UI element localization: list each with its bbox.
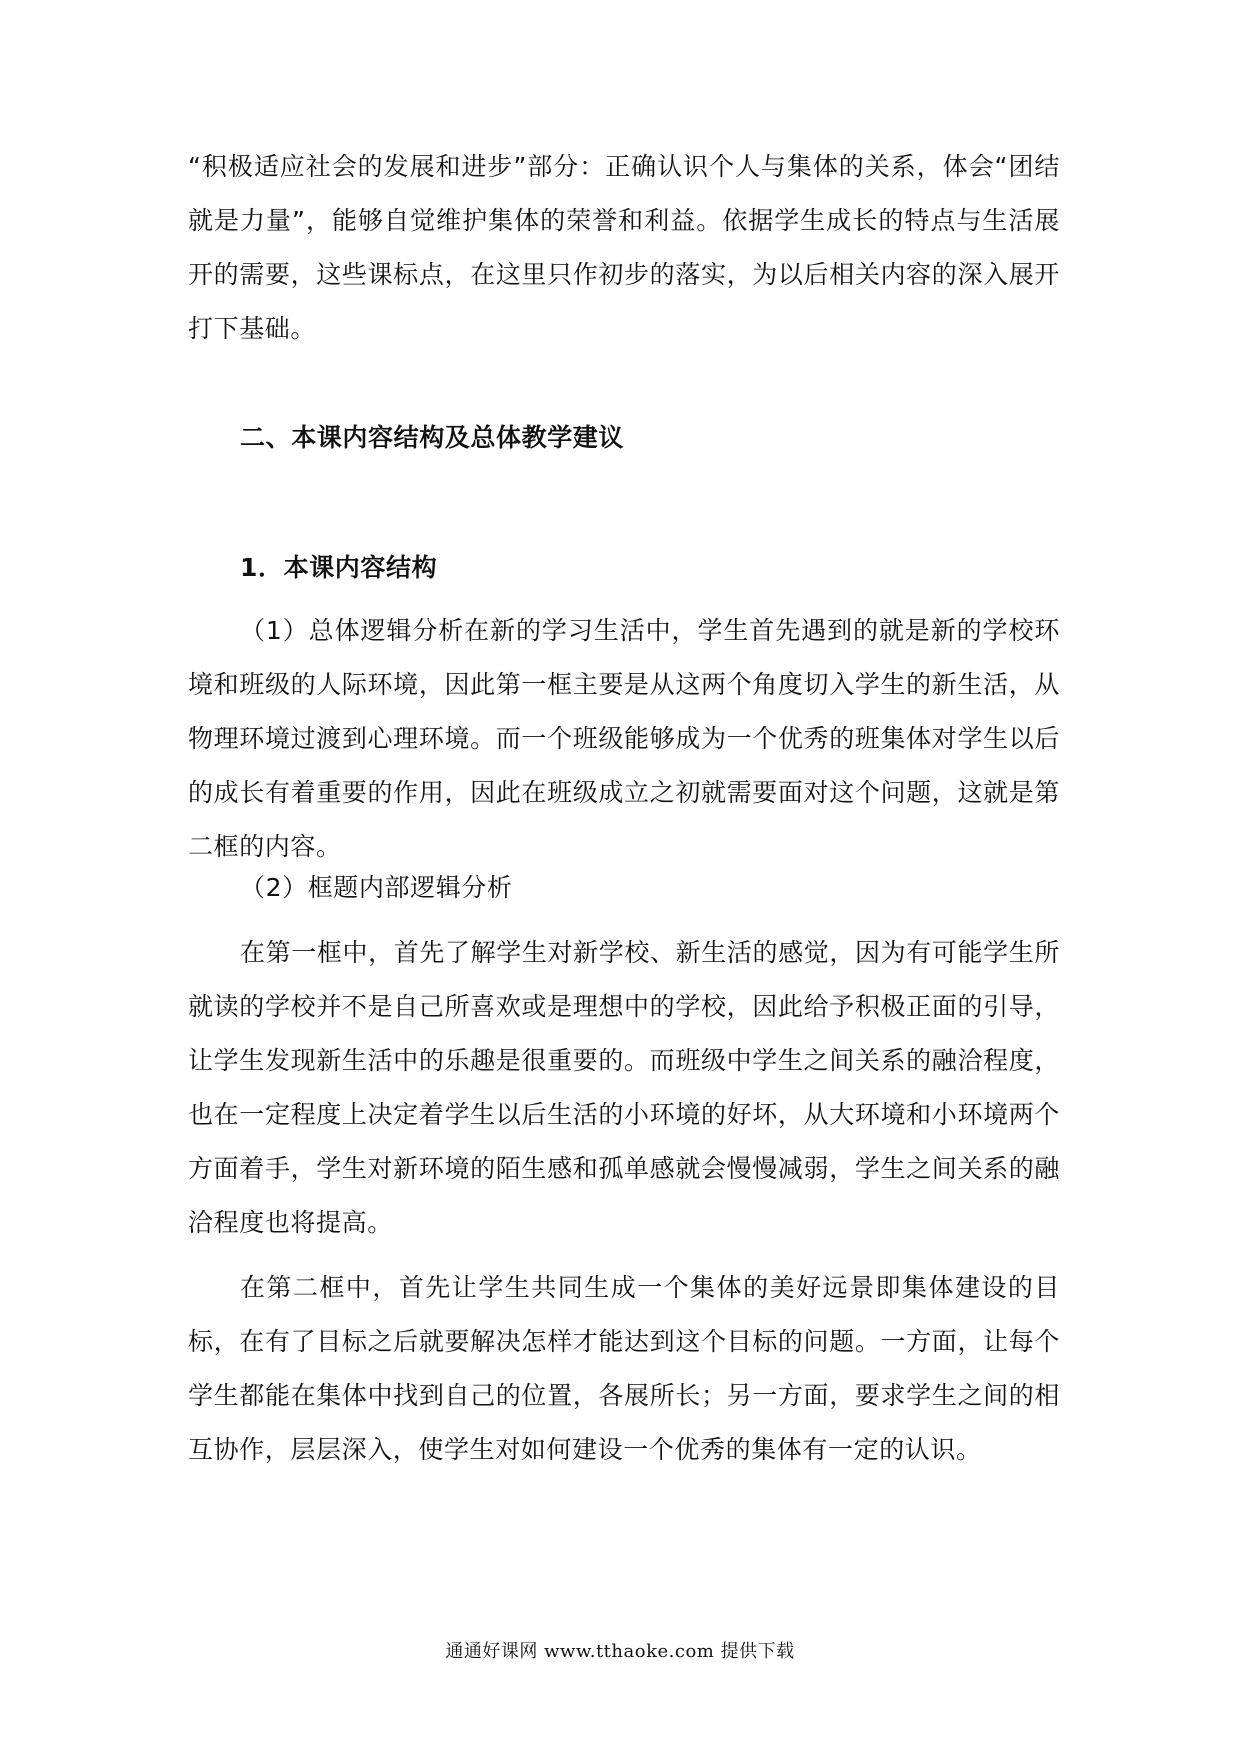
- overall-logic-paragraph: （1）总体逻辑分析在新的学习生活中，学生首先遇到的就是新的学校环境和班级的人际环境，因此第一框主要是从这两个角度切入学生的新生活，从物理环境过渡到心理环境。而一个班级能够成为一个优秀的班集体对学生以后的成长有着重要的作用，因此在班级成立之初就需要面对这个问题，这就是第二框的内容。: [188, 616, 1060, 861]
- section-heading-2: 二、本课内容结构及总体教学建议: [240, 423, 625, 452]
- frame-logic-title: （2）框题内部逻辑分析: [240, 873, 513, 902]
- page-footer: 通通好课网 www.tthaoke.com 提供下载: [445, 1641, 795, 1662]
- subsection-heading-content-structure: 1．本课内容结构: [240, 553, 438, 582]
- frame-one-paragraph: 在第一框中，首先了解学生对新学校、新生活的感觉，因为有可能学生所就读的学校并不是自己所喜欢或是理想中的学校，因此给予积极正面的引导，让学生发现新生活中的乐趣是很重要的。而班级中学生之间关系的融洽程度，也在一定程度上决定着学生以后生活的小环境的好坏，从大环境和小环境两个方面着手，学生对新环境的陌生感和孤单感就会慢慢减弱，学生之间关系的融洽程度也将提高。: [188, 938, 1060, 1237]
- intro-paragraph: “积极适应社会的发展和进步”部分：正确认识个人与集体的关系，体会“团结就是力量”，能够自觉维护集体的荣誉和利益。依据学生成长的特点与生活展开的需要，这些课标点，在这里只作初步的落实，为以后相关内容的深入展开打下基础。: [188, 152, 1060, 343]
- frame-two-paragraph: 在第二框中，首先让学生共同生成一个集体的美好远景即集体建设的目标，在有了目标之后就要解决怎样才能达到这个目标的问题。一方面，让每个学生都能在集体中找到自己的位置，各展所长；另一方面，要求学生之间的相互协作，层层深入，使学生对如何建设一个优秀的集体有一定的认识。: [188, 1273, 1060, 1464]
